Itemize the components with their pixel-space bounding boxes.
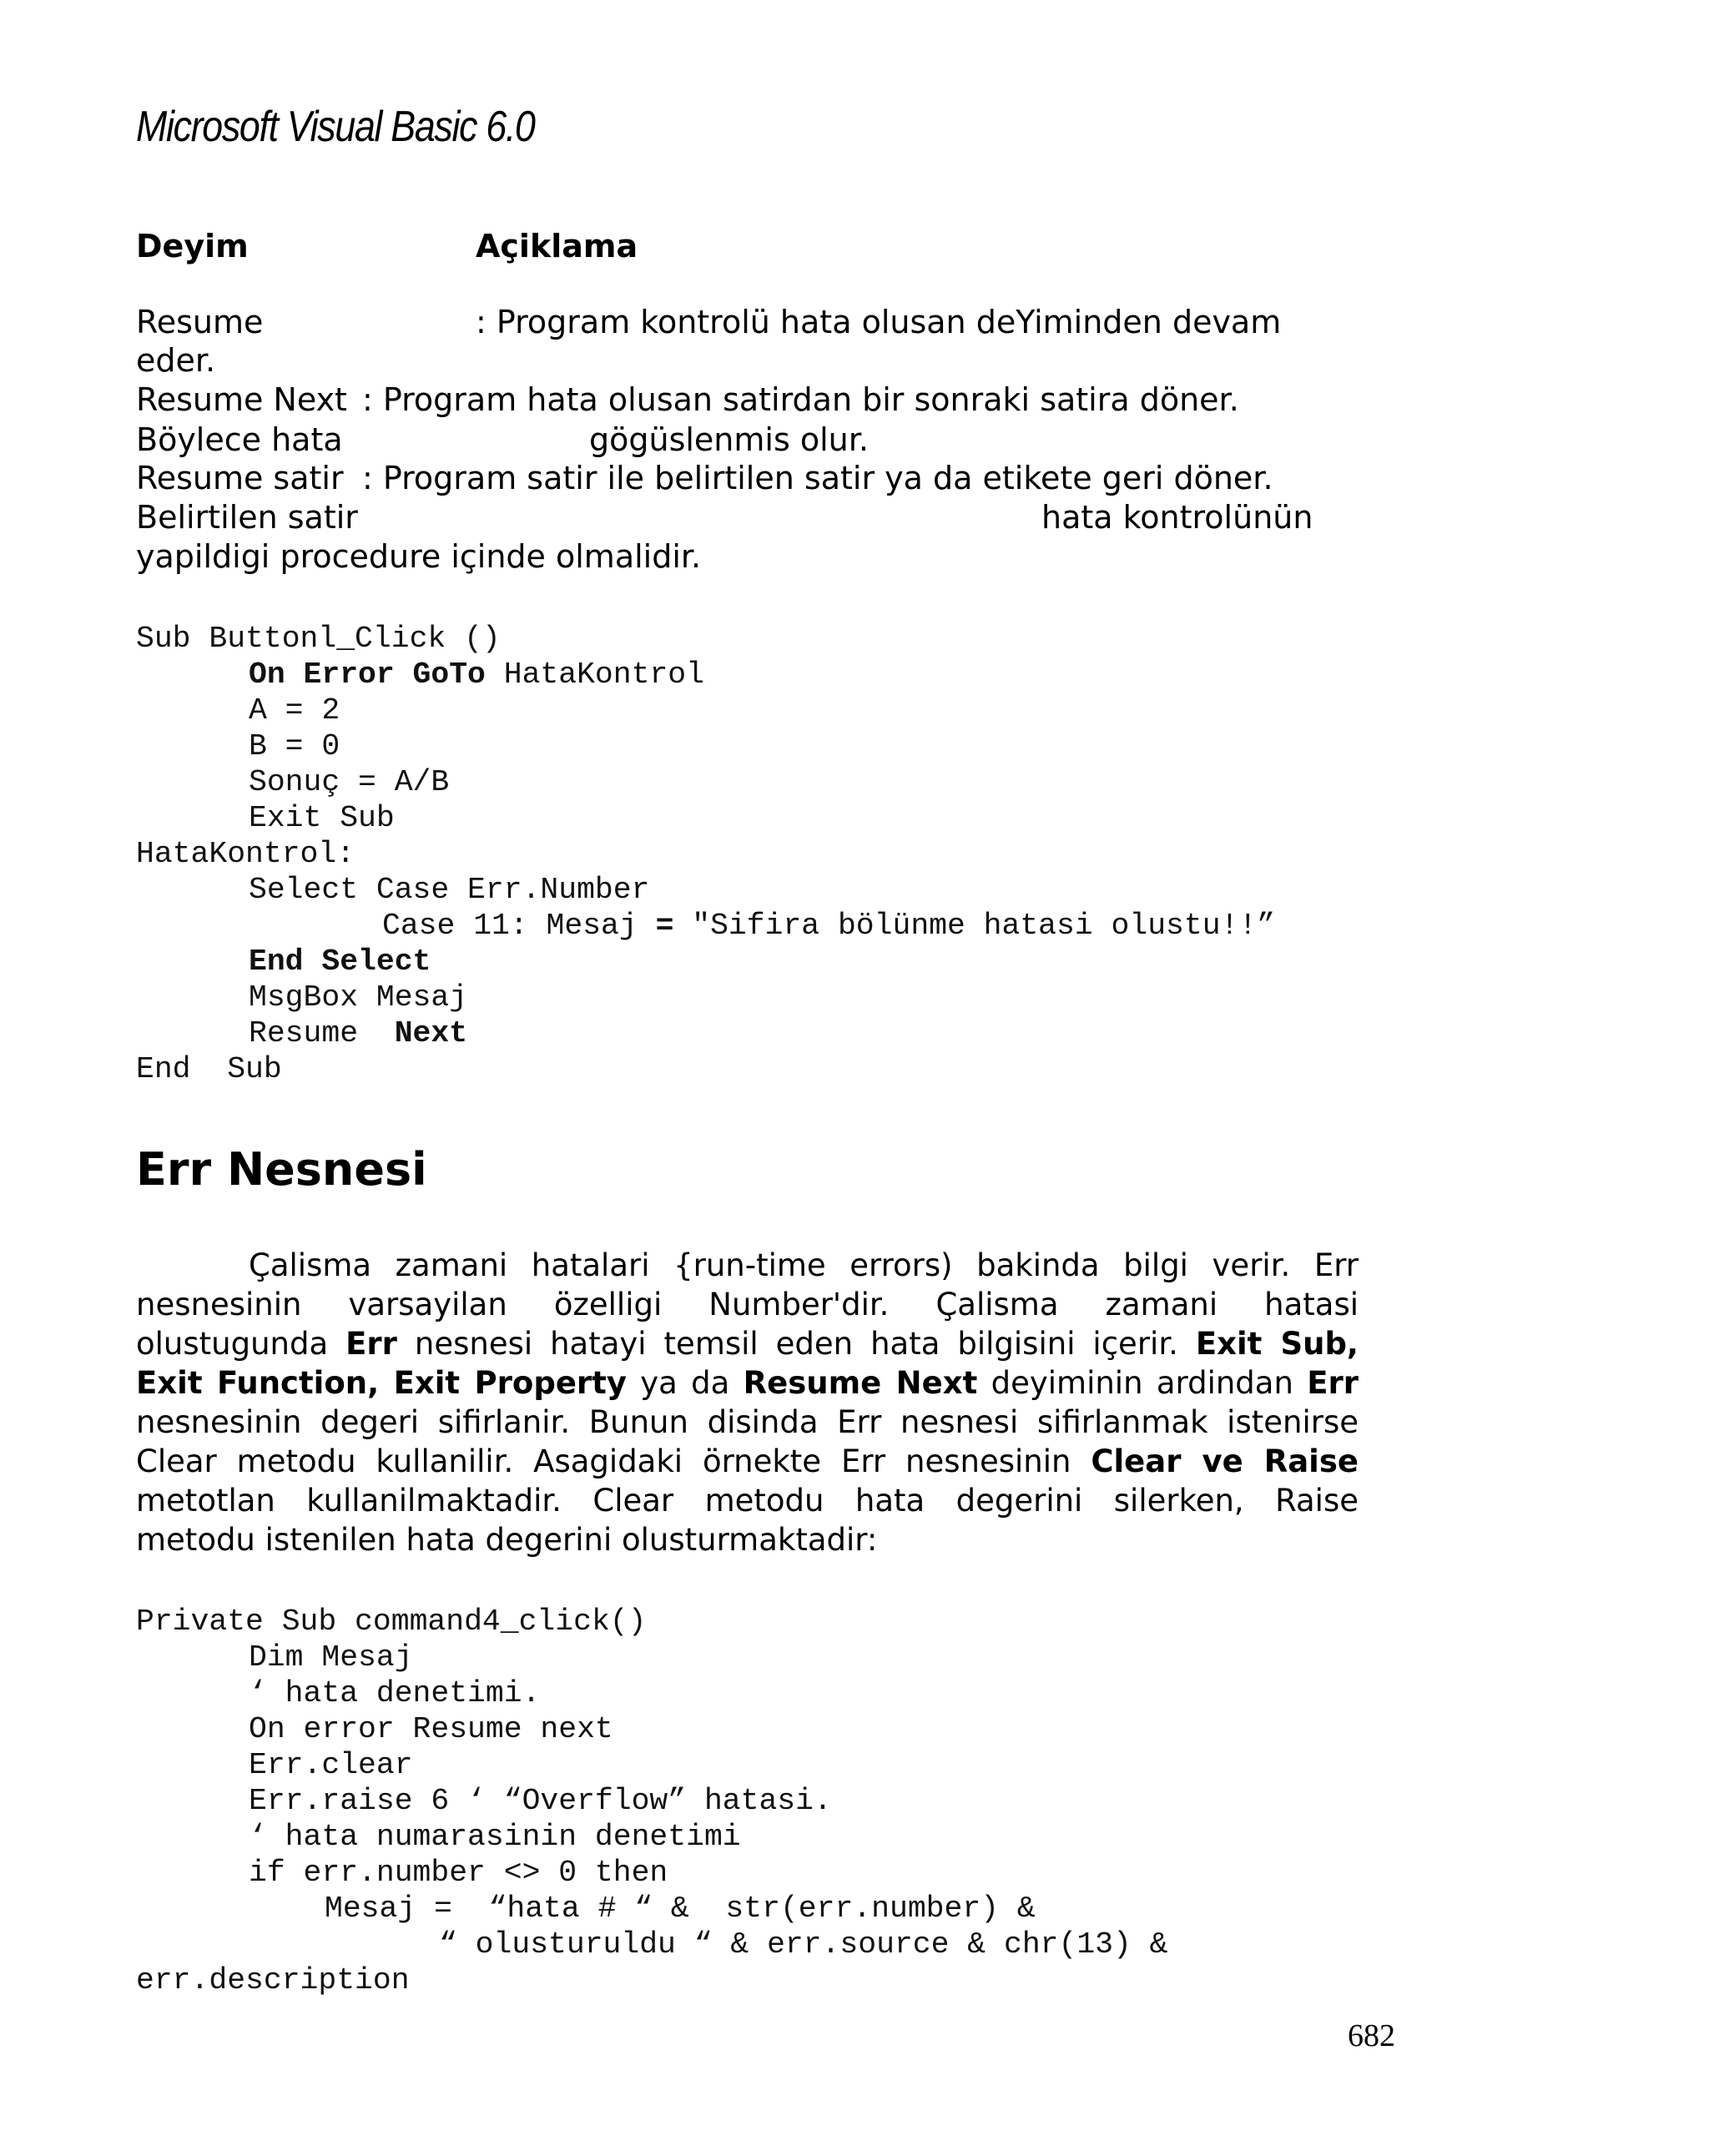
code-line: Private Sub command4_click() xyxy=(136,1604,647,1639)
paragraph-line xyxy=(136,1363,1359,1403)
paragraph-line: nesnesinin varsayilan özelligi Number'dir. Çalisma zamani hatasi xyxy=(136,1287,1359,1322)
column-header-aciklama: Açiklama xyxy=(476,228,638,264)
running-header: Microsoft Visual Basic 6.0 xyxy=(136,103,535,151)
emphasis: Err xyxy=(1307,1365,1359,1401)
table-desc-resume-next-cont1: Böylece hata xyxy=(136,421,343,458)
code-line: B = 0 xyxy=(249,729,340,763)
table-term-resume-satir: Resume satir xyxy=(136,460,344,496)
paragraph-line: metodu istenilen hata degerini olusturmaktadir: xyxy=(136,1522,878,1558)
table-desc-resume-satir-cont1: Belirtilen satir xyxy=(136,499,358,536)
emphasis: Exit Sub, xyxy=(1195,1326,1359,1362)
code-line: Dim Mesaj xyxy=(249,1640,413,1675)
paragraph-line: metotlan kullanilmaktadir. Clear metodu hata degerini silerken, Raise xyxy=(136,1483,1359,1519)
code-keyword: = xyxy=(655,909,674,943)
code-line: Sonuç = A/B xyxy=(249,765,450,799)
code-line: MsgBox Mesaj xyxy=(249,980,468,1015)
code-line: A = 2 xyxy=(249,693,340,728)
code-line: End Select xyxy=(249,945,431,979)
table-desc-resume-next-cont2: gögüslenmis olur. xyxy=(589,421,869,458)
paragraph-line xyxy=(136,1442,1359,1481)
code-line: HataKontrol: xyxy=(136,837,355,871)
code-line: End Sub xyxy=(136,1052,282,1086)
table-desc-resume-next: : Program hata olusan satirdan bir sonraki satira döner. xyxy=(362,381,1239,418)
text: olustugunda xyxy=(136,1326,346,1362)
code-line: ‘ hata numarasinin denetimi xyxy=(249,1820,741,1854)
table-desc-resume-cont: eder. xyxy=(136,342,216,379)
emphasis: Err xyxy=(345,1326,397,1362)
paragraph-line: nesnesinin degeri sifirlanir. Bunun disinda Err nesnesi sifirlanmak istenirse xyxy=(136,1404,1359,1440)
emphasis: Clear ve Raise xyxy=(1091,1443,1359,1479)
code-text: HataKontrol xyxy=(485,657,704,692)
table-desc-resume: : Program kontrolü hata olusan deYiminden devam xyxy=(476,304,1282,340)
code-keyword: Next xyxy=(394,1016,468,1050)
code-line xyxy=(382,909,1275,943)
page-number: 682 xyxy=(1348,2018,1395,2053)
table-desc-resume-satir-cont3: yapildigi procedure içinde olmalidir. xyxy=(136,538,702,575)
code-line: Sub Buttonl_Click () xyxy=(136,622,501,656)
table-desc-resume-satir-cont2: hata kontrolünün xyxy=(1041,499,1313,536)
code-line: Select Case Err.Number xyxy=(249,873,650,907)
code-line xyxy=(249,1016,467,1050)
code-text: Resume xyxy=(249,1016,395,1050)
code-line: Exit Sub xyxy=(249,801,395,835)
code-line: Mesaj = “hata # “ & str(err.number) & xyxy=(325,1892,1036,1926)
emphasis: Resume Next xyxy=(743,1365,978,1401)
code-line: ‘ hata denetimi. xyxy=(249,1676,541,1710)
emphasis: Exit Function, Exit Property xyxy=(136,1365,627,1401)
table-term-resume-next: Resume Next xyxy=(136,381,347,418)
table-term-resume: Resume xyxy=(136,304,264,340)
code-line: Err.clear xyxy=(249,1748,413,1782)
column-header-deyim: Deyim xyxy=(136,228,249,264)
code-line: “ olusturuldu “ & err.source & chr(13) & xyxy=(439,1927,1168,1962)
code-keyword: On Error GoTo xyxy=(249,657,486,692)
code-line: if err.number <> 0 then xyxy=(249,1856,668,1890)
text: ya da xyxy=(626,1365,744,1401)
code-line: On error Resume next xyxy=(249,1712,613,1746)
paragraph-line xyxy=(136,1324,1359,1363)
text: nesnesi hatayi temsil eden hata bilgisini içerir. xyxy=(396,1326,1196,1362)
table-desc-resume-satir: : Program satir ile belirtilen satir ya da etikete geri döner. xyxy=(362,460,1273,496)
code-line: err.description xyxy=(136,1963,410,1997)
code-text: "Sifira bölünme hatasi olustu!!” xyxy=(673,909,1276,943)
code-text: Case 11: Mesaj xyxy=(382,909,656,943)
section-heading: Err Nesnesi xyxy=(136,1143,427,1196)
code-line xyxy=(249,657,704,692)
paragraph-line: Çalisma zamani hatalari {run-time errors) bakinda bilgi verir. Err xyxy=(249,1247,1359,1283)
text: Clear metodu kullanilir. Asagidaki örnekte Err nesnesinin xyxy=(136,1443,1091,1479)
code-line: Err.raise 6 ‘ “Overflow” hatasi. xyxy=(249,1784,832,1818)
text: deyiminin ardindan xyxy=(977,1365,1308,1401)
